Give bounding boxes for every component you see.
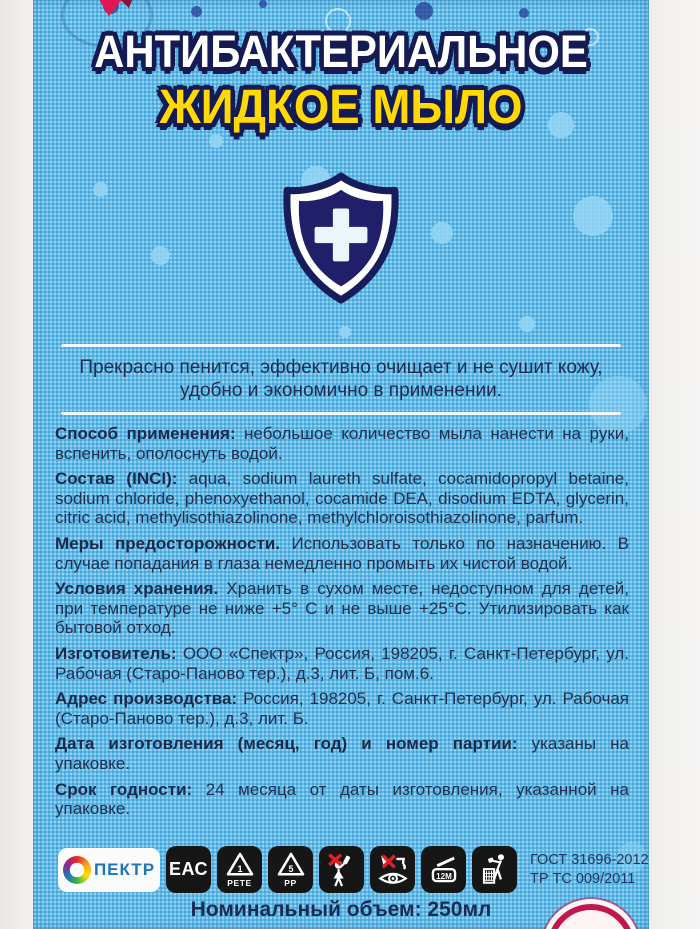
tr-ts-code: ТР ТС 009/2011 <box>530 870 636 887</box>
brand-c-mark-icon <box>63 856 91 884</box>
tidyman-disposal-icon <box>472 846 517 893</box>
soap-label <box>33 0 649 929</box>
pictogram-row <box>58 846 649 893</box>
section-production-address-text: Россия, 198205, г. Санкт-Петербург, ул. Рабочая (Старо-Паново тер.), д.3, лит. Б. <box>55 689 630 728</box>
recycle-pete-icon: 1 PETE <box>217 846 262 893</box>
bubble-decoration <box>339 326 351 338</box>
bubble-decoration <box>93 182 108 197</box>
brand-logo-text: ПЕКТР <box>93 859 156 879</box>
section-shelf-life-text: 24 месяца от даты изготовления, указанной на упаковке. <box>55 779 629 819</box>
section-batch-date-lead: Дата изготовления (месяц, год) и номер партии: <box>55 734 518 754</box>
standards-codes <box>530 851 649 888</box>
section-usage <box>55 424 629 463</box>
section-production-address <box>55 689 629 728</box>
section-precautions <box>55 534 629 573</box>
bubble-decoration <box>519 8 529 18</box>
bubble-decoration <box>573 196 613 236</box>
keep-away-children-icon <box>319 846 364 893</box>
section-storage <box>55 579 629 638</box>
section-batch-date-text: указаны на упаковке. <box>55 734 629 773</box>
gost-code: ГОСТ 31696-2012 <box>530 852 649 868</box>
product-title-line2: ЖИДКОЕ МЫЛО <box>159 81 523 134</box>
section-storage-lead: Условия хранения. <box>55 579 219 599</box>
period-after-opening-icon <box>421 846 466 893</box>
section-manufacturer <box>55 644 629 683</box>
section-production-address-lead: Адрес производства: <box>55 689 238 709</box>
eac-mark-icon: ЕАС <box>166 846 211 893</box>
bubble-decoration <box>519 316 535 332</box>
info-sections <box>55 424 629 825</box>
brand-logo-spektr <box>58 848 160 892</box>
nominal-volume: Номинальный объем: 250мл <box>190 898 492 921</box>
antibacterial-shield-icon <box>277 168 405 313</box>
section-shelf-life <box>55 780 629 819</box>
section-usage-text: небольшое количество мыла нанести на руки, вспенить, ополоснуть водой. <box>55 424 629 463</box>
product-title-line1: АНТИБАКТЕРИАЛЬНОЕ <box>94 26 588 77</box>
tagline: Прекрасно пенится, эффективно очищает и не сушит кожу, удобно и экономично в применении. <box>61 344 621 415</box>
bubble-decoration <box>431 222 453 244</box>
section-manufacturer-lead: Изготовитель: <box>55 643 177 663</box>
section-storage-text: Хранить в сухом месте, недоступном для детей, при температуре не ниже +5° C и не выше +25°C. Утилизировать как бытовой отход. <box>55 579 629 638</box>
section-ingredients <box>55 469 629 528</box>
section-precautions-lead: Меры предосторожности. <box>55 533 280 553</box>
svg-text:1: 1 <box>236 864 243 874</box>
bubble-decoration <box>259 0 267 8</box>
section-precautions-text: Использовать только по назначению. В случае попадания в глаза немедленно промыть их чистой водой. <box>55 533 629 573</box>
section-ingredients-lead: Состав (INCI): <box>55 469 178 489</box>
bubble-decoration <box>191 6 202 17</box>
section-usage-lead: Способ применения: <box>55 424 236 443</box>
section-ingredients-text: aqua, sodium laureth sulfate, cocamidopropyl betaine, sodium chloride, phenoxyethanol, cocamide DEA, disodium EDTA, glycerin, citric acid, methylisothiazolinone, methylchloroisothiazolinone, parfum. <box>55 469 629 528</box>
bubble-decoration <box>209 134 223 148</box>
section-batch-date <box>55 734 629 773</box>
section-shelf-life-lead: Срок годности: <box>55 779 193 799</box>
recycle-pp-icon: 5 PP <box>268 846 313 893</box>
avoid-eye-contact-icon <box>370 846 415 893</box>
svg-text:5: 5 <box>287 864 294 874</box>
pao-months-label: 12M <box>435 871 452 881</box>
section-manufacturer-text: ООО «Спектр», Россия, 198205, г. Санкт-Петербург, ул. Рабочая (Старо-Паново тер.), д.3, лит. Б, пом.6. <box>55 643 629 683</box>
bubble-decoration <box>151 246 170 265</box>
bubble-decoration <box>415 2 433 20</box>
